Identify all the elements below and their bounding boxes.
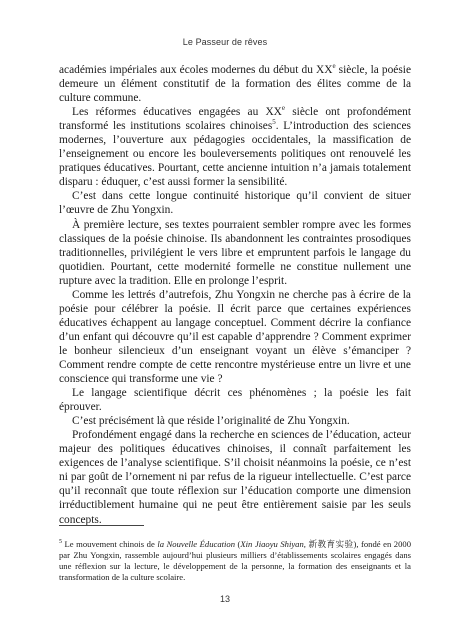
paragraph: Les réformes éducatives engagées au XXe siècle ont profondément transformé les institutions scolaires chinoises$^5$. L’introduction des sciences modernes, l’ouverture aux pédagogies occidentales, la massification de l’enseignement ou encore les bouleversements politiques ont renouvelé les pratiques éducatives. Pourtant, cette ancienne intuition n’a jamais totalement disparu : éduquer, c’est aussi former la sensibilité. [59, 104, 411, 189]
footnote-marker: 5 [59, 539, 62, 546]
paragraph: C’est dans cette longue continuité historique qu’il convient de situer l’œuvre de Zhu Yongxin. [59, 190, 411, 217]
footnote-pinyin: Xin Jiaoyu Shiyan [240, 539, 304, 549]
superscript: e [281, 104, 286, 113]
paragraph: Comme les lettrés d’autrefois, Zhu Yongxin ne cherche pas à écrire de la poésie pour célébrer la poésie. Il écrit parce que certaines expériences éducatives échappent au langage conceptuel. Comment décrire la confiance d’un enfant qui découvre qu’il est capable d’apprendre ? Comment exprimer le bonheur silencieux d’un enseignant voyant un élève s’émanciper ? Comment rendre compte de cette rencontre mystérieuse entre un livre et une conscience qui transforme une vie ? [59, 288, 411, 386]
footnote-reference[interactable]: 5 [272, 118, 276, 127]
paragraph: Le langage scientifique décrit ces phénomènes ; la poésie les fait éprouver. [59, 387, 411, 414]
footnote-title: la Nouvelle Éducation [157, 539, 235, 549]
footnote: $^5$ Le mouvement chinois de la Nouvelle Éducation (Xin Jiaoyu Shiyan, 新教育实验), fondé en 2000 par Zhu Yongxin, rassemble aujourd’hui plusieurs milliers d’établissements scolaires engagés dans une réflexion sur la lecture, le développement de la personne, la formation des enseignants et la transformation de la culture scolaire. [59, 539, 411, 582]
paragraph: Profondément engagé dans la recherche en sciences de l’éducation, acteur majeur des politiques éducatives chinoises, il connaît parfaitement les exigences de l’analyse scientifique. S’il choisit néanmoins la poésie, ce n’est ni par goût de l’ornement ni par refus de la rigueur intellectuelle. C’est parce qu’il reconnaît que toute réflexion sur l’éducation comporte une dimension irréductiblement humaine qui ne peut être entièrement saisie par les seuls concepts. [59, 429, 411, 526]
paragraph: C’est précisément là que réside l’originalité de Zhu Yongxin. [72, 415, 350, 428]
paragraph: À première lecture, ses textes pourraient sembler rompre avec les formes classiques de la poésie chinoise. Ils abandonnent les contraintes prosodiques traditionnelles, privilégient le vers libre et empruntent parfois le langage du quotidien. Pourtant, cette modernité formelle ne constitue nullement une rupture avec la tradition. Elle en prolonge l’esprit. [59, 218, 411, 287]
body-text [59, 63, 411, 527]
running-header: Le Passeur de rêves [182, 37, 268, 47]
superscript: e [332, 62, 336, 71]
page-number: 13 [219, 594, 230, 604]
footnote-divider [59, 525, 144, 526]
paragraph-continued: académies impériales aux écoles modernes du début du XXe siècle, la poésie demeure un élément constitutif de la formation des élites comme de la culture commune. [59, 62, 411, 105]
